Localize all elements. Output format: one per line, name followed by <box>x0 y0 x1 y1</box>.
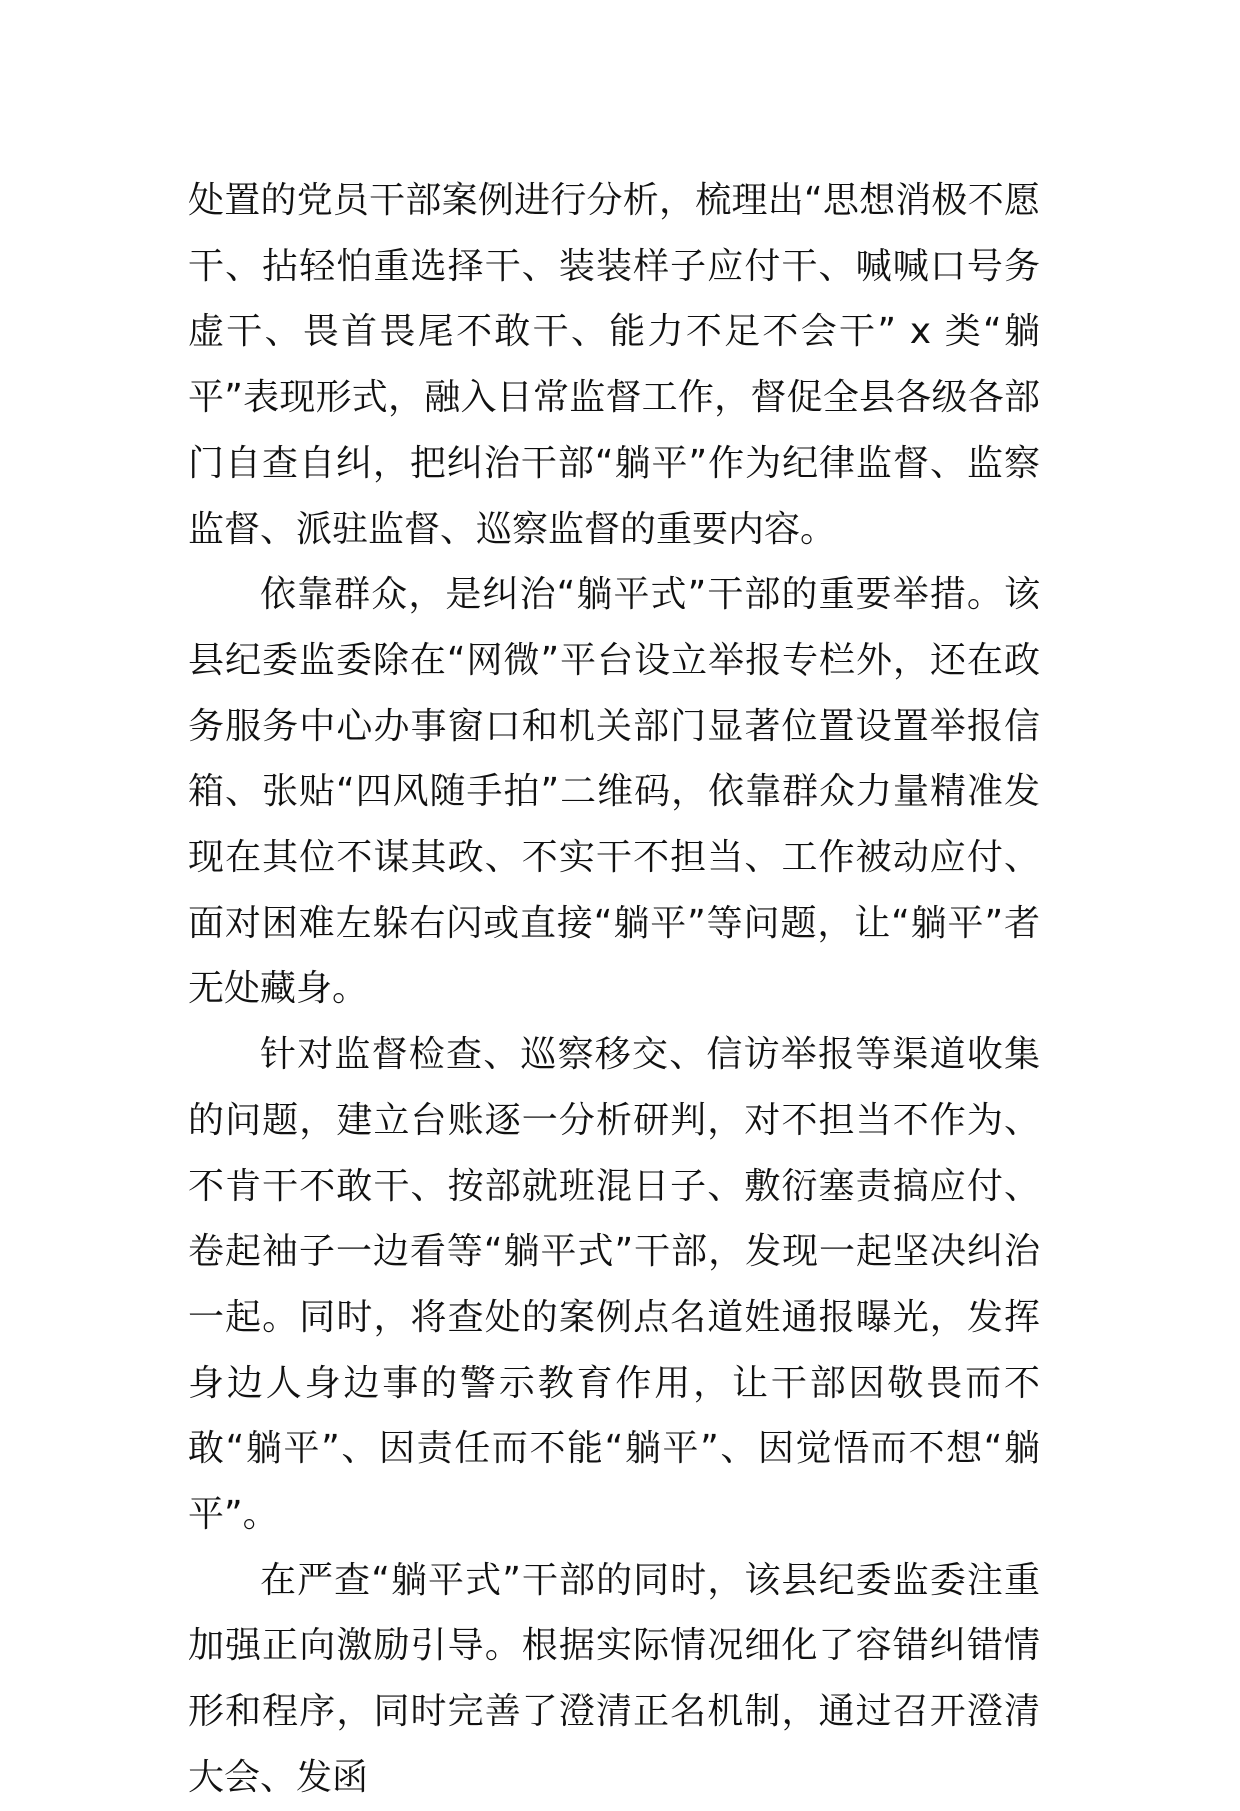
body-text <box>188 168 1040 1811</box>
paragraph-4: 在严查“躺平式”干部的同时，该县纪委监委注重加强正向激励引导。根据实际情况细化了容错纠错情形和程序，同时完善了澄清正名机制，通过召开澄清大会、发函 <box>188 1559 1040 1798</box>
paragraph-2: 依靠群众，是纠治“躺平式”干部的重要举措。该县纪委监委除在“网微”平台设立举报专栏外，还在政务服务中心办事窗口和机关部门显著位置设置举报信箱、张贴“四风随手拍”二维码，依靠群众力量精准发现在其位不谋其政、不实干不担当、工作被动应付、面对困难左躲右闪或直接“躺平”等问题，让“躺平”者无处藏身。 <box>188 574 1040 1010</box>
paragraph-3: 针对监督检查、巡察移交、信访举报等渠道收集的问题，建立台账逐一分析研判，对不担当不作为、不肯干不敢干、按部就班混日子、敷衍塞责搞应付、卷起袖子一边看等“躺平式”干部，发现一起坚决纠治一起。同时，将查处的案例点名道姓通报曝光，发挥身边人身边事的警示教育作用，让干部因敬畏而不敢“躺平”、因责任而不能“躺平”、因觉悟而不想“躺平”。 <box>188 1034 1040 1536</box>
paragraph-1: 处置的党员干部案例进行分析，梳理出“思想消极不愿干、拈轻怕重选择干、装装样子应付干、喊喊口号务虚干、畏首畏尾不敢干、能力不足不会干” x 类“躺平”表现形式，融入日常监督工作，督促全县各级各部门自查自纠，把纠治干部“躺平”作为纪律监督、监察监督、派驻监督、巡察监督的重要内容。 <box>188 180 1040 550</box>
